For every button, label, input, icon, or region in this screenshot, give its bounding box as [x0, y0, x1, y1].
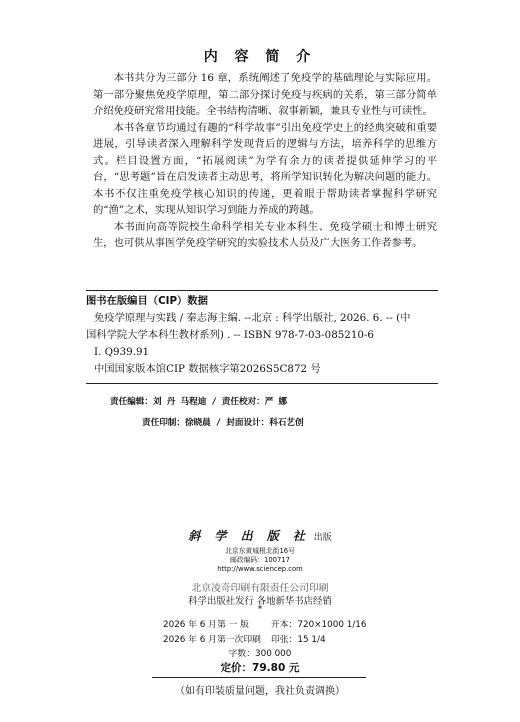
- publisher-address: 北京东黄城根北街16号: [225, 547, 295, 555]
- edition-row: [163, 617, 393, 630]
- impression-row: [163, 632, 393, 645]
- summary-body: [93, 70, 437, 252]
- printer-line: 北京凌奇印刷有限责任公司印刷: [191, 583, 329, 594]
- responsibility-credits: [110, 392, 430, 434]
- format-size: 开本：720×1000 1/16: [271, 620, 367, 630]
- cip-line: 免疫学原理与实践 / 秦志海主编. --北京 : 科学出版社, 2026. 6. -- (中: [94, 312, 411, 324]
- credits-production: 责任印制：徐晓晨 / 封面设计：科石艺创: [142, 418, 304, 428]
- separator-star: *: [257, 605, 263, 615]
- cip-record-number: 中国国家版本馆CIP 数据核字第2026S5C872 号: [94, 363, 321, 375]
- credits-editors: 责任编辑：刘 丹 马程迪 / 责任校对：严 娜: [110, 397, 288, 407]
- printed-sheets: 印张：15 1/4: [271, 635, 326, 645]
- publisher-logo-text: 斜 学 出 版 社: [188, 529, 310, 543]
- cip-heading: 图书在版编目（CIP）数据: [86, 295, 208, 307]
- cip-classification: Ⅰ. Q939.91: [94, 346, 150, 358]
- summary-title: 内 容 简 介: [203, 49, 317, 65]
- distribution-line: 科学出版社发行 各地新华书店经销: [188, 596, 332, 607]
- summary-paragraph: 本书共分为三部分 16 章，系统阐述了免疫学的基础理论与实际应用。第一部分聚焦免疫学原理，第二部分探讨免疫与疾病的关系，第三部分简单介绍免疫研究常用技能。全书结构清晰、叙事新颖，兼具专业性与可读性。: [93, 72, 437, 117]
- summary-paragraph: 本书面向高等院校生命科学相关专业本科生、免疫学硕士和博士研究生，也可供从事医学免疫学研究的实验技术人员及广大医务工作者参考。: [93, 220, 437, 249]
- publisher-url: http://www.sciencep.com: [217, 565, 303, 573]
- publisher-postcode: 邮政编码：100717: [230, 556, 290, 564]
- quality-notice: （如有印装质量问题，我社负责调换）: [175, 686, 345, 697]
- cip-top-rule: [86, 290, 438, 291]
- cip-block: [86, 293, 438, 378]
- edition-date: 2026 年 6 月第 一 版: [163, 620, 249, 630]
- summary-paragraph: 本书各章节均通过有趣的“科学故事”引出免疫学史上的经典突破和重要进展，引导读者深入理解科学发现背后的逻辑与方法，培养科学的思维方式。栏目设置方面，“拓展阅读”为学有余力的读者提供延伸学习的平台，“思考题”旨在启发读者主动思考，将所学知识转化为解决问题的能力。本书不仅注重免疫学核心知识的传递，更着眼于帮助读者掌握科学研究的“渔”之术，实现从知识学习到能力养成的跨越。: [93, 121, 437, 216]
- price: 定价：79.80 元: [220, 662, 300, 674]
- cip-line: 国科学院大学本科生教材系列) . -- ISBN 978-7-03-085210-6: [86, 329, 374, 341]
- publisher-suffix: 出版: [313, 533, 332, 543]
- impression-date: 2026 年 6 月第一次印刷: [163, 635, 261, 645]
- word-count: 字数：300 000: [228, 649, 292, 659]
- cip-bottom-rule: [86, 383, 438, 384]
- notice-rule: [152, 677, 366, 678]
- publisher-name: [0, 527, 520, 544]
